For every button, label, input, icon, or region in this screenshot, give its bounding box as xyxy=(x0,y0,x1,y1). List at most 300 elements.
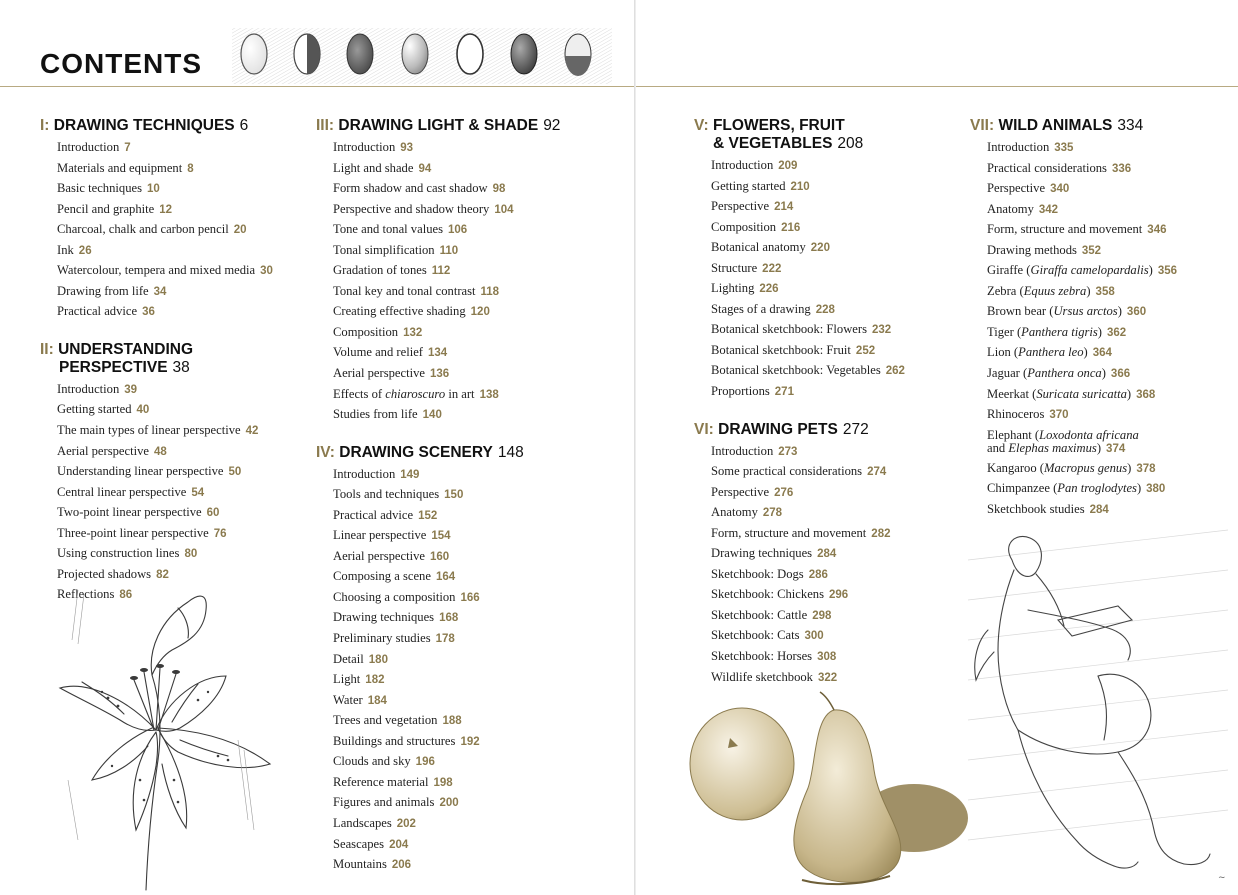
toc-entry xyxy=(987,323,1220,344)
toc-entry xyxy=(333,691,616,712)
toc-entry-page: 152 xyxy=(418,509,438,522)
toc-entry-page: 200 xyxy=(439,797,459,810)
toc-entry-label: Tiger (Panthera tigris) xyxy=(987,324,1102,339)
toc-entry xyxy=(711,218,954,239)
toc-entry xyxy=(711,626,954,647)
toc-entry-label: Perspective xyxy=(987,181,1046,196)
toc-entry-label: Kangaroo (Macropus genus) xyxy=(987,460,1132,475)
toc-entry xyxy=(711,197,954,218)
toc-entry-label: Sketchbook: Chickens xyxy=(711,587,824,602)
toc-entry-page: 12 xyxy=(159,203,173,216)
toc-entry xyxy=(711,177,954,198)
toc-entry-page: 8 xyxy=(187,162,194,175)
toc-section-3 xyxy=(316,117,616,426)
toc-entry-page: 26 xyxy=(78,244,92,257)
section-items xyxy=(40,138,310,323)
toc-entry xyxy=(57,544,310,565)
toc-entry-page: 178 xyxy=(435,633,455,646)
toc-entry-page: 298 xyxy=(812,609,832,622)
toc-entry-label: Projected shadows xyxy=(57,566,152,581)
toc-entry-label: Botanical sketchbook: Fruit xyxy=(711,342,851,357)
toc-entry-label: Water xyxy=(333,692,363,707)
toc-entry-page: 284 xyxy=(817,548,837,561)
toc-entry-label: Introduction xyxy=(711,443,774,458)
toc-entry xyxy=(57,220,310,241)
toc-entry-label: Sketchbook studies xyxy=(987,501,1085,516)
toc-entry-page: 296 xyxy=(828,589,849,602)
toc-entry-page: 358 xyxy=(1095,285,1115,298)
toc-entry xyxy=(333,711,616,732)
toc-entry-page: 20 xyxy=(233,224,247,237)
toc-entry xyxy=(987,405,1220,426)
toc-entry-page: 76 xyxy=(213,527,227,540)
toc-entry xyxy=(57,400,310,421)
toc-entry xyxy=(57,179,310,200)
toc-entry xyxy=(711,544,954,565)
toc-entry-label: Figures and animals xyxy=(333,795,435,810)
toc-entry-label: Form shadow and cast shadow xyxy=(333,181,488,196)
toc-entry-page: 300 xyxy=(804,630,824,643)
section-items xyxy=(970,138,1220,520)
toc-entry-label: Wildlife sketchbook xyxy=(711,669,813,684)
toc-entry-page: 118 xyxy=(480,285,500,298)
toc-entry-page: 132 xyxy=(403,326,423,339)
toc-entry xyxy=(333,220,616,241)
toc-entry-page: 308 xyxy=(817,651,837,664)
toc-entry-label: Creating effective shading xyxy=(333,304,466,319)
toc-entry-page: 342 xyxy=(1038,203,1059,216)
toc-entry xyxy=(711,483,954,504)
toc-entry-label: Getting started xyxy=(57,402,132,417)
toc-entry-label: Practical considerations xyxy=(987,160,1107,175)
toc-entry xyxy=(987,500,1220,521)
section-numeral: V: xyxy=(694,117,709,134)
section-heading xyxy=(970,117,1220,135)
toc-entry xyxy=(711,341,954,362)
toc-entry-page: 82 xyxy=(156,568,169,581)
toc-entry-page: 86 xyxy=(119,589,133,602)
toc-entry xyxy=(57,200,310,221)
section-heading xyxy=(316,117,616,135)
toc-entry-label: The main types of linear perspective xyxy=(57,423,241,438)
section-title-line2: & VEGETABLES xyxy=(713,135,833,152)
toc-entry xyxy=(987,426,1220,459)
toc-entry-page: 340 xyxy=(1050,183,1070,196)
toc-entry xyxy=(333,752,616,773)
toc-entry xyxy=(711,279,954,300)
egg-shading-illustration xyxy=(232,26,612,86)
toc-entry-page: 42 xyxy=(245,425,259,438)
section-page: 272 xyxy=(842,420,869,438)
toc-entry-page: 60 xyxy=(206,507,220,520)
toc-entry-page: 164 xyxy=(435,571,456,584)
section-title: WILD ANIMALS xyxy=(998,117,1113,134)
toc-entry-page: 346 xyxy=(1147,224,1167,237)
toc-entry-page: 271 xyxy=(774,386,794,399)
toc-entry-label: Sketchbook: Cats xyxy=(711,628,800,643)
toc-entry xyxy=(711,259,954,280)
toc-entry xyxy=(57,380,310,401)
toc-entry-page: 40 xyxy=(136,404,150,417)
toc-entry-label: Watercolour, tempera and mixed media xyxy=(57,263,256,278)
toc-entry-label: Two-point linear perspective xyxy=(57,505,202,520)
toc-entry xyxy=(333,261,616,282)
toc-section-7 xyxy=(970,117,1220,520)
section-items xyxy=(316,465,616,876)
toc-entry xyxy=(711,320,954,341)
toc-entry xyxy=(987,282,1220,303)
section-page: 208 xyxy=(837,135,864,152)
toc-entry xyxy=(987,200,1220,221)
toc-entry xyxy=(57,462,310,483)
toc-entry-label: Reflections xyxy=(57,587,115,602)
toc-entry xyxy=(333,588,616,609)
toc-entry-page: 204 xyxy=(389,838,409,851)
toc-entry-label: Tonal key and tonal contrast xyxy=(333,283,476,298)
section-page: 92 xyxy=(543,117,561,134)
toc-entry-label: Clouds and sky xyxy=(333,754,411,769)
toc-entry-label: Drawing techniques xyxy=(711,546,813,561)
section-numeral: III: xyxy=(316,117,335,134)
toc-entry xyxy=(333,343,616,364)
toc-entry-label: Botanical sketchbook: Vegetables xyxy=(711,363,881,378)
toc-entry-page: 30 xyxy=(260,265,273,278)
toc-entry-label: Composition xyxy=(711,219,777,234)
toc-entry-label: Botanical sketchbook: Flowers xyxy=(711,322,867,337)
toc-entry-page: 94 xyxy=(418,162,432,175)
toc-entry-label: Tonal simplification xyxy=(333,242,435,257)
toc-entry-label: Studies from life xyxy=(333,407,418,422)
toc-entry-label: Introduction xyxy=(711,158,774,172)
toc-entry xyxy=(333,526,616,547)
section-title: UNDERSTANDING xyxy=(58,340,193,358)
toc-entry xyxy=(711,462,954,483)
toc-entry-page: 276 xyxy=(774,486,794,499)
toc-entry xyxy=(333,241,616,262)
section-heading xyxy=(40,117,310,135)
toc-entry-page: 138 xyxy=(479,388,499,401)
toc-entry xyxy=(987,385,1220,406)
toc-entry-page: 378 xyxy=(1136,462,1156,475)
toc-entry xyxy=(333,385,616,406)
section-page: 6 xyxy=(239,117,249,134)
toc-entry-page: 202 xyxy=(396,817,416,830)
toc-entry-page: 274 xyxy=(867,466,887,479)
toc-entry-page: 209 xyxy=(778,160,798,172)
toc-entry-page: 34 xyxy=(153,285,167,298)
toc-entry-page: 352 xyxy=(1081,244,1102,257)
toc-entry-page: 198 xyxy=(433,776,453,789)
toc-entry-label: Zebra (Equus zebra) xyxy=(987,283,1091,298)
toc-entry-label: Buildings and structures xyxy=(333,733,456,748)
toc-entry-label: Introduction xyxy=(57,381,120,396)
toc-entry-label: Introduction xyxy=(333,466,396,481)
toc-entry xyxy=(987,138,1220,159)
svg-text:~: ~ xyxy=(1218,873,1226,883)
toc-entry xyxy=(333,732,616,753)
toc-entry-page: 362 xyxy=(1107,326,1127,339)
toc-entry xyxy=(57,261,310,282)
toc-entry-label: Trees and vegetation xyxy=(333,713,438,728)
toc-entry xyxy=(711,442,954,463)
section-page: 148 xyxy=(497,443,524,461)
section-title: DRAWING PETS xyxy=(718,420,838,438)
toc-section-1 xyxy=(40,117,310,323)
toc-entry-page: 226 xyxy=(759,283,779,296)
toc-entry xyxy=(333,364,616,385)
header-rule xyxy=(0,86,634,87)
toc-entry xyxy=(333,855,616,876)
toc-entry-label: Form, structure and movement xyxy=(987,222,1143,237)
toc-entry xyxy=(711,647,954,668)
toc-entry-label: Landscapes xyxy=(333,815,392,830)
toc-entry xyxy=(57,138,310,159)
toc-column-2 xyxy=(316,117,616,894)
toc-entry-label: Stages of a drawing xyxy=(711,301,811,316)
toc-entry xyxy=(333,159,616,180)
toc-entry-label: Composing a scene xyxy=(333,569,431,584)
header-rule xyxy=(636,86,1238,87)
toc-entry-label: Structure xyxy=(711,260,758,275)
toc-entry-label: Detail xyxy=(333,651,364,666)
toc-entry xyxy=(987,479,1220,500)
section-title: DRAWING SCENERY xyxy=(339,443,493,461)
toc-entry xyxy=(987,241,1220,262)
toc-entry-page: 166 xyxy=(460,591,480,604)
right-page xyxy=(636,0,1238,895)
toc-entry xyxy=(987,220,1220,241)
section-title-line2: PERSPECTIVE xyxy=(59,358,168,376)
toc-entry-page: 160 xyxy=(429,550,450,563)
section-items xyxy=(316,138,616,426)
toc-entry-page: 262 xyxy=(885,365,905,378)
toc-entry-label: Composition xyxy=(333,324,399,339)
section-title: DRAWING TECHNIQUES xyxy=(53,117,235,134)
toc-entry-page: 110 xyxy=(439,244,459,257)
toc-entry-label: Introduction xyxy=(987,140,1050,154)
toc-entry xyxy=(57,241,310,262)
toc-entry xyxy=(711,606,954,627)
toc-entry-label: Aerial perspective xyxy=(333,548,425,563)
section-items xyxy=(694,442,954,689)
toc-entry xyxy=(333,506,616,527)
toc-entry-page: 98 xyxy=(492,183,506,196)
toc-entry-label: Sketchbook: Cattle xyxy=(711,607,808,622)
toc-entry xyxy=(333,835,616,856)
section-heading xyxy=(694,421,954,439)
toc-entry-label: Tone and tonal values xyxy=(333,222,443,237)
toc-entry-label: Some practical considerations xyxy=(711,464,863,479)
toc-entry xyxy=(333,465,616,486)
toc-entry-label: Seascapes xyxy=(333,836,385,851)
toc-entry xyxy=(711,382,954,403)
toc-entry-page: 322 xyxy=(817,671,838,684)
toc-entry xyxy=(333,302,616,323)
toc-entry-label: Chimpanzee (Pan troglodytes) xyxy=(987,481,1142,496)
toc-entry-label: Botanical anatomy xyxy=(711,240,806,255)
toc-entry-page: 368 xyxy=(1136,388,1156,401)
seated-figure-illustration xyxy=(958,520,1238,892)
toc-entry xyxy=(333,608,616,629)
toc-entry xyxy=(333,670,616,691)
section-numeral: II: xyxy=(40,340,54,358)
toc-entry-label: Rhinoceros xyxy=(987,407,1045,422)
toc-entry-page: 252 xyxy=(855,344,876,357)
toc-entry xyxy=(57,302,310,323)
toc-entry xyxy=(57,503,310,524)
toc-entry-label: Anatomy xyxy=(711,505,758,520)
toc-entry xyxy=(333,179,616,200)
toc-entry-label: Jaguar (Panthera onca) xyxy=(987,366,1106,381)
toc-entry-label: Elephant (Loxodonta africana and Elephas maximus) xyxy=(987,427,1139,455)
toc-entry xyxy=(333,814,616,835)
toc-entry-page: 273 xyxy=(778,445,798,458)
toc-entry-page: 336 xyxy=(1111,162,1132,175)
toc-entry xyxy=(711,238,954,259)
toc-entry-label: Perspective xyxy=(711,199,770,214)
orange-and-pear-illustration xyxy=(684,690,974,890)
toc-entry xyxy=(57,524,310,545)
lily-flower-illustration xyxy=(48,580,288,892)
toc-entry-label: Sketchbook: Horses xyxy=(711,649,813,664)
toc-entry-label: Lighting xyxy=(711,281,755,296)
toc-entry-label: Mountains xyxy=(333,857,387,872)
toc-entry-page: 140 xyxy=(422,409,442,422)
toc-entry-label: Pencil and graphite xyxy=(57,201,155,216)
toc-entry xyxy=(333,405,616,426)
toc-entry-label: Charcoal, chalk and carbon pencil xyxy=(57,222,229,237)
toc-entry-page: 149 xyxy=(400,468,420,481)
toc-entry xyxy=(333,567,616,588)
toc-entry-page: 134 xyxy=(428,347,448,360)
toc-entry-label: Getting started xyxy=(711,178,786,193)
toc-entry-page: 168 xyxy=(439,612,459,625)
toc-entry-label: Tools and techniques xyxy=(333,487,440,502)
toc-entry xyxy=(333,547,616,568)
section-heading xyxy=(40,341,310,377)
toc-entry-page: 286 xyxy=(808,568,828,581)
toc-entry-page: 192 xyxy=(460,735,480,748)
section-numeral: IV: xyxy=(316,443,335,461)
toc-entry-label: Meerkat (Suricata suricatta) xyxy=(987,386,1132,401)
toc-entry-page: 216 xyxy=(781,221,801,234)
section-title: FLOWERS, FRUIT xyxy=(712,117,845,134)
toc-entry-label: Brown bear (Ursus arctos) xyxy=(987,304,1122,319)
toc-entry-page: 220 xyxy=(810,242,830,255)
toc-entry-label: Aerial perspective xyxy=(333,366,425,381)
toc-entry xyxy=(333,200,616,221)
toc-entry-label: Volume and relief xyxy=(333,345,423,360)
toc-entry-page: 39 xyxy=(124,383,138,396)
toc-entry-label: Preliminary studies xyxy=(333,631,431,646)
toc-entry-page: 232 xyxy=(872,324,892,337)
toc-entry-page: 222 xyxy=(762,262,782,275)
toc-entry xyxy=(711,668,954,689)
toc-entry-page: 356 xyxy=(1157,265,1177,278)
section-numeral: I: xyxy=(40,117,50,134)
toc-entry-page: 374 xyxy=(1106,442,1126,455)
toc-entry xyxy=(987,159,1220,180)
toc-entry-label: Drawing from life xyxy=(57,283,149,298)
section-numeral: VI: xyxy=(694,420,714,438)
toc-entry-page: 184 xyxy=(367,694,387,707)
toc-entry-page: 366 xyxy=(1110,368,1131,381)
toc-entry-label: Reference material xyxy=(333,774,429,789)
toc-entry-label: Sketchbook: Dogs xyxy=(711,566,804,581)
toc-entry-page: 136 xyxy=(429,368,450,381)
toc-entry xyxy=(333,773,616,794)
toc-entry-page: 180 xyxy=(368,653,388,666)
toc-entry xyxy=(711,565,954,586)
toc-entry xyxy=(987,261,1220,282)
toc-entry-label: Understanding linear perspective xyxy=(57,464,224,479)
toc-entry xyxy=(711,361,954,382)
toc-entry-label: Light and shade xyxy=(333,160,414,175)
toc-entry-page: 120 xyxy=(470,306,490,319)
toc-entry-label: Proportions xyxy=(711,384,770,399)
toc-entry-page: 278 xyxy=(762,507,783,520)
toc-entry-page: 50 xyxy=(228,466,242,479)
toc-entry-page: 154 xyxy=(431,530,451,543)
toc-entry xyxy=(333,323,616,344)
toc-entry xyxy=(711,156,954,177)
toc-entry-label: Drawing techniques xyxy=(333,610,435,625)
toc-section-2 xyxy=(40,341,310,606)
toc-entry xyxy=(57,442,310,463)
toc-section-5 xyxy=(694,117,954,403)
page-title: CONTENTS xyxy=(40,48,202,79)
toc-entry-label: Linear perspective xyxy=(333,528,427,543)
toc-entry xyxy=(333,138,616,159)
toc-column-4 xyxy=(970,117,1220,538)
toc-column-1 xyxy=(40,117,310,624)
toc-entry-page: 104 xyxy=(494,203,514,216)
toc-section-6 xyxy=(694,421,954,689)
toc-entry-page: 182 xyxy=(365,674,385,687)
toc-entry-page: 48 xyxy=(153,445,167,458)
toc-entry-page: 54 xyxy=(191,486,205,499)
toc-entry-page: 93 xyxy=(400,142,414,154)
toc-entry-page: 196 xyxy=(415,756,435,769)
toc-entry-page: 364 xyxy=(1092,347,1112,360)
section-page: 38 xyxy=(172,358,190,376)
section-items xyxy=(40,380,310,606)
toc-entry-label: Basic techniques xyxy=(57,181,142,196)
toc-entry-label: Lion (Panthera leo) xyxy=(987,345,1088,360)
toc-column-3 xyxy=(694,117,954,706)
toc-entry xyxy=(333,629,616,650)
toc-entry-page: 106 xyxy=(447,224,468,237)
toc-entry-page: 36 xyxy=(142,306,155,319)
toc-entry xyxy=(57,159,310,180)
toc-entry xyxy=(57,282,310,303)
toc-entry xyxy=(987,179,1220,200)
toc-entry-page: 284 xyxy=(1089,503,1109,516)
toc-entry xyxy=(711,585,954,606)
toc-entry-page: 214 xyxy=(774,201,794,214)
section-heading xyxy=(694,117,954,153)
toc-entry-label: Choosing a composition xyxy=(333,589,456,604)
toc-entry xyxy=(333,650,616,671)
toc-entry-label: Giraffe (Giraffa camelopardalis) xyxy=(987,263,1153,278)
toc-entry-label: Practical advice xyxy=(57,304,138,319)
toc-entry xyxy=(57,483,310,504)
toc-entry-page: 150 xyxy=(444,489,464,502)
toc-entry-page: 206 xyxy=(391,859,412,872)
toc-entry-label: Ink xyxy=(57,242,74,257)
toc-entry-label: Perspective xyxy=(711,484,770,499)
toc-entry-page: 360 xyxy=(1126,306,1147,319)
